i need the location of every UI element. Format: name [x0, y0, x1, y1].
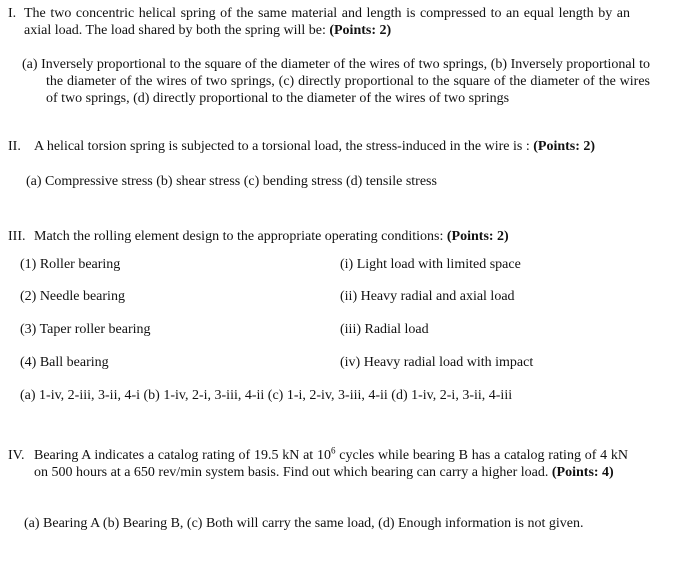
question-4-number: IV.: [8, 448, 25, 463]
question-3-text: Match the rolling element design to the appropriate operating conditions:: [34, 229, 444, 244]
match-left-2: (2) Needle bearing: [20, 289, 125, 304]
match-left-3: (3) Taper roller bearing: [20, 322, 151, 337]
match-right-4: (iv) Heavy radial load with impact: [340, 355, 534, 370]
question-4-exponent: 6: [330, 445, 336, 456]
question-2-number: II.: [8, 139, 21, 154]
match-right-1: (i) Light load with limited space: [340, 257, 521, 272]
question-4: [8, 447, 628, 481]
question-2-points: (Points: 2): [533, 139, 596, 154]
question-1-number: I.: [8, 6, 17, 21]
question-3-options: (a) 1-iv, 2-iii, 3-ii, 4-i (b) 1-iv, 2-i, 3-iii, 4-ii (c) 1-i, 2-iv, 3-iii, 4-ii (d) 1-iv, 2-i, 3-ii, 4-iii: [20, 388, 513, 403]
question-3-stem: [8, 228, 638, 245]
match-right-2: (ii) Heavy radial and axial load: [340, 289, 515, 304]
question-3-number: III.: [8, 229, 26, 244]
question-1-options: (a) Inversely proportional to the square of the diameter of the wires of two springs, (b) Inversely proportional to the diameter of the wires of two springs, (c) directly proportional to the square of the diameter of the wires of two springs, (d) directly proportional to the diameter of the wires of two springs: [22, 57, 650, 106]
question-1-text: The two concentric helical spring of the same material and length is compressed to an equal length by an axial load. The load shared by both the spring will be:: [24, 6, 630, 38]
question-4-text-a: Bearing A indicates a catalog rating of 19.5 kN at 10: [34, 448, 331, 463]
question-2-stem: [8, 138, 638, 155]
match-left-1: (1) Roller bearing: [20, 257, 121, 272]
match-left-4: (4) Ball bearing: [20, 355, 109, 370]
question-2-options: (a) Compressive stress (b) shear stress (c) bending stress (d) tensile stress: [26, 174, 437, 189]
question-2: [8, 138, 638, 155]
question-4-options: (a) Bearing A (b) Bearing B, (c) Both will carry the same load, (d) Enough information is not given.: [24, 516, 584, 531]
question-4-stem: [8, 447, 628, 481]
question-2-text: A helical torsion spring is subjected to a torsional load, the stress-induced in the wire is :: [34, 139, 530, 154]
question-1-points: (Points: 2): [329, 23, 392, 38]
question-1-stem: [8, 5, 630, 39]
question-4-points: (Points: 4): [551, 465, 614, 480]
question-1: [8, 5, 630, 39]
question-4-text-b: cycles while bearing B has a catalog rating of 4 kN on 500 hours at a 650 rev/min system basis. Find out which bearing can carry a higher load.: [34, 448, 629, 480]
question-3-points: (Points: 2): [446, 229, 509, 244]
question-3: [8, 228, 638, 245]
match-right-3: (iii) Radial load: [340, 322, 429, 337]
